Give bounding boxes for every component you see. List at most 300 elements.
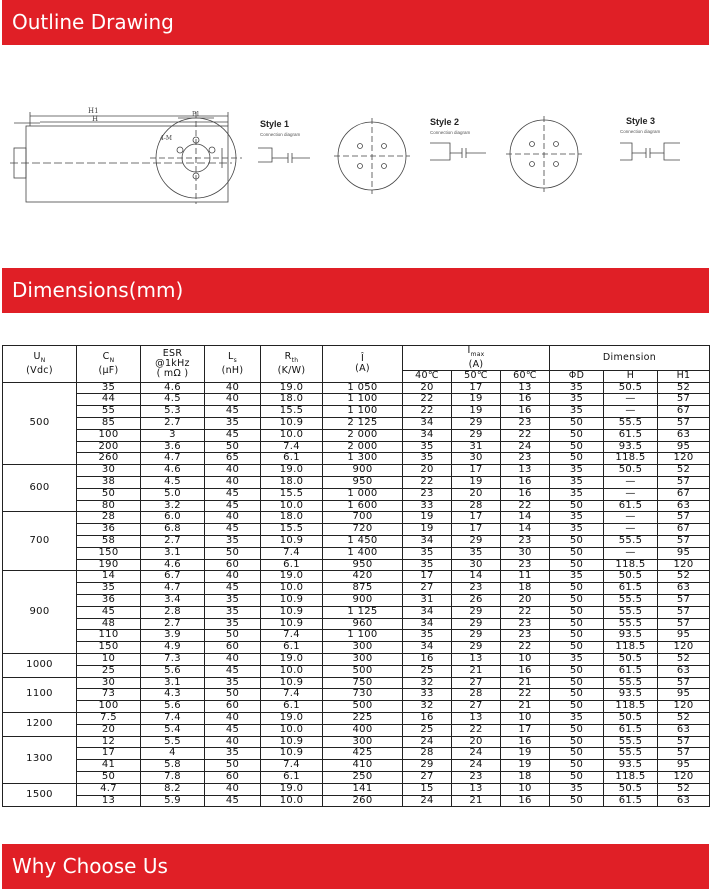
table-cell: 65 <box>205 453 261 465</box>
table-cell: 118.5 <box>604 559 658 571</box>
table-cell: 20 <box>452 736 501 748</box>
table-cell: 17 <box>501 724 550 736</box>
table-cell: 34 <box>403 536 452 548</box>
table-cell: 50 <box>550 630 604 642</box>
table-cell: 52 <box>658 654 710 666</box>
table-cell: 25 <box>77 665 141 677</box>
table-cell: 17 <box>403 571 452 583</box>
table-cell: 3.1 <box>141 677 205 689</box>
table-cell: 22 <box>501 642 550 654</box>
table-cell: 10.9 <box>261 595 323 607</box>
table-cell: 57 <box>658 394 710 406</box>
table-cell: 35 <box>205 677 261 689</box>
table-cell: 35 <box>550 488 604 500</box>
table-cell: 50 <box>550 500 604 512</box>
table-cell: 7.4 <box>261 760 323 772</box>
table-cell: 15 <box>403 783 452 795</box>
table-row <box>3 477 710 489</box>
table-cell: 14 <box>452 571 501 583</box>
table-cell: 50 <box>205 760 261 772</box>
table-cell: 50 <box>205 630 261 642</box>
table-cell: 50 <box>205 547 261 559</box>
table-cell: 750 <box>323 677 403 689</box>
table-cell: 52 <box>658 465 710 477</box>
table-row <box>3 453 710 465</box>
style1-conn-label: Connection diagram <box>260 132 301 137</box>
table-cell: 35 <box>403 547 452 559</box>
table-cell: 67 <box>658 524 710 536</box>
table-cell: 4.6 <box>141 382 205 394</box>
table-cell: 29 <box>403 760 452 772</box>
table-cell: 35 <box>77 583 141 595</box>
table-cell: 22 <box>501 606 550 618</box>
table-row <box>3 665 710 677</box>
table-cell: 100 <box>77 429 141 441</box>
table-row <box>3 441 710 453</box>
table-cell: 36 <box>77 524 141 536</box>
table-cell: 50 <box>205 441 261 453</box>
table-row <box>3 465 710 477</box>
table-cell: 28 <box>403 748 452 760</box>
table-cell: 28 <box>452 500 501 512</box>
table-cell: 95 <box>658 689 710 701</box>
side-view-drawing <box>10 112 232 202</box>
table-cell: 35 <box>403 630 452 642</box>
table-cell: 21 <box>452 665 501 677</box>
table-cell: 6.0 <box>141 512 205 524</box>
table-cell: 1 400 <box>323 547 403 559</box>
style1-connection-diagram <box>258 148 310 163</box>
table-cell: 23 <box>501 630 550 642</box>
table-cell: 5.0 <box>141 488 205 500</box>
header-t50: 50℃ <box>452 370 501 382</box>
table-row <box>3 689 710 701</box>
table-cell: 150 <box>77 547 141 559</box>
table-row <box>3 606 710 618</box>
style3-conn-label: Connection diagram <box>620 129 661 134</box>
table-cell: 34 <box>403 642 452 654</box>
table-cell: 45 <box>205 500 261 512</box>
table-cell: 67 <box>658 406 710 418</box>
table-cell: 19 <box>452 477 501 489</box>
table-cell: 24 <box>452 748 501 760</box>
table-cell: 55.5 <box>604 418 658 430</box>
table-cell: 31 <box>452 441 501 453</box>
table-cell: 110 <box>77 630 141 642</box>
table-cell: 16 <box>501 665 550 677</box>
table-row <box>3 394 710 406</box>
table-cell: 95 <box>658 760 710 772</box>
table-cell: 50 <box>550 642 604 654</box>
table-cell: 93.5 <box>604 441 658 453</box>
table-cell: 23 <box>452 771 501 783</box>
voltage-group-cell: 900 <box>3 571 77 654</box>
table-cell: 45 <box>205 488 261 500</box>
table-cell: 500 <box>323 665 403 677</box>
dim-4m-label: 4-M <box>160 135 172 142</box>
table-cell: 33 <box>403 500 452 512</box>
table-cell: 2.7 <box>141 618 205 630</box>
dim-h-label: H <box>92 115 99 123</box>
table-cell: 50.5 <box>604 654 658 666</box>
table-cell: 27 <box>403 583 452 595</box>
table-cell: 3.2 <box>141 500 205 512</box>
table-row <box>3 783 710 795</box>
table-cell: 63 <box>658 583 710 595</box>
header-ls: $L_s$ (nH) <box>205 346 261 383</box>
table-cell: 950 <box>323 477 403 489</box>
table-cell: 16 <box>501 477 550 489</box>
table-cell: 24 <box>452 760 501 772</box>
table-cell: 13 <box>77 795 141 807</box>
table-row <box>3 654 710 666</box>
table-cell: 14 <box>501 524 550 536</box>
table-cell: 7.3 <box>141 654 205 666</box>
table-cell: 10.0 <box>261 724 323 736</box>
table-cell: 58 <box>77 536 141 548</box>
table-cell: 50 <box>550 595 604 607</box>
table-cell: 57 <box>658 618 710 630</box>
table-cell: 61.5 <box>604 795 658 807</box>
table-row <box>3 524 710 536</box>
table-cell: 18.0 <box>261 477 323 489</box>
table-cell: 12 <box>77 736 141 748</box>
table-cell: 40 <box>205 477 261 489</box>
table-cell: 13 <box>501 382 550 394</box>
table-cell: 50 <box>550 665 604 677</box>
table-cell: 10.9 <box>261 748 323 760</box>
table-cell: 10.0 <box>261 583 323 595</box>
why-choose-us-header: Why Choose Us <box>2 844 709 889</box>
table-cell: 27 <box>452 701 501 713</box>
table-cell: 23 <box>501 559 550 571</box>
table-cell: 60 <box>205 642 261 654</box>
dimensions-table <box>2 345 710 807</box>
style3-label: Style 3 <box>626 116 656 126</box>
table-cell: 45 <box>77 606 141 618</box>
outline-drawing-header: Outline Drawing <box>2 0 709 45</box>
table-cell: 61.5 <box>604 429 658 441</box>
table-cell: 24 <box>501 441 550 453</box>
table-row <box>3 642 710 654</box>
table-cell: 30 <box>452 453 501 465</box>
table-cell: 15.5 <box>261 524 323 536</box>
table-cell: 23 <box>403 488 452 500</box>
table-cell: 40 <box>205 465 261 477</box>
table-cell: 52 <box>658 783 710 795</box>
table-cell: 33 <box>403 689 452 701</box>
table-cell: 14 <box>77 571 141 583</box>
table-cell: 4.9 <box>141 642 205 654</box>
table-cell: 26 <box>452 595 501 607</box>
table-cell: 35 <box>550 654 604 666</box>
table-cell: 10.9 <box>261 677 323 689</box>
table-cell: 63 <box>658 795 710 807</box>
table-cell: 730 <box>323 689 403 701</box>
table-cell: 57 <box>658 736 710 748</box>
table-cell: 6.8 <box>141 524 205 536</box>
table-row <box>3 406 710 418</box>
table-cell: 120 <box>658 559 710 571</box>
voltage-group-cell: 1200 <box>3 713 77 737</box>
table-cell: 5.8 <box>141 760 205 772</box>
table-cell: 23 <box>501 536 550 548</box>
table-row <box>3 701 710 713</box>
table-cell: 63 <box>658 665 710 677</box>
style2-top-view <box>506 116 582 192</box>
header-esr: ESR @1kHz ( mΩ ) <box>141 346 205 383</box>
voltage-group-cell: 1100 <box>3 677 77 712</box>
table-cell: 31 <box>403 595 452 607</box>
table-cell: 7.4 <box>261 441 323 453</box>
table-cell: 93.5 <box>604 760 658 772</box>
table-cell: 120 <box>658 453 710 465</box>
table-cell: 23 <box>501 453 550 465</box>
table-cell: 40 <box>205 512 261 524</box>
table-cell: 95 <box>658 547 710 559</box>
table-row <box>3 630 710 642</box>
table-cell: 34 <box>403 418 452 430</box>
table-cell: 40 <box>205 394 261 406</box>
table-cell: 34 <box>403 606 452 618</box>
table-cell: 3.1 <box>141 547 205 559</box>
table-cell: 400 <box>323 724 403 736</box>
table-cell: 16 <box>501 736 550 748</box>
table-cell: 40 <box>205 736 261 748</box>
table-cell: — <box>604 547 658 559</box>
table-cell: 3 <box>141 429 205 441</box>
table-cell: 16 <box>501 488 550 500</box>
table-cell: 18.0 <box>261 394 323 406</box>
table-cell: 300 <box>323 642 403 654</box>
table-cell: 35 <box>550 394 604 406</box>
table-cell: 10.9 <box>261 606 323 618</box>
table-cell: 7.4 <box>141 713 205 725</box>
table-cell: 63 <box>658 724 710 736</box>
table-cell: 35 <box>550 382 604 394</box>
table-cell: 45 <box>205 795 261 807</box>
table-cell: 35 <box>550 477 604 489</box>
style2-label: Style 2 <box>430 117 460 127</box>
table-cell: 60 <box>205 559 261 571</box>
table-cell: 50 <box>550 536 604 548</box>
table-cell: 41 <box>77 760 141 772</box>
table-cell: 95 <box>658 630 710 642</box>
table-cell: 30 <box>77 465 141 477</box>
table-cell: 23 <box>452 583 501 595</box>
table-cell: 50 <box>550 606 604 618</box>
table-cell: 3.9 <box>141 630 205 642</box>
header-h: H <box>604 370 658 382</box>
table-cell: 1 125 <box>323 606 403 618</box>
table-row <box>3 536 710 548</box>
table-row <box>3 571 710 583</box>
table-cell: 100 <box>77 701 141 713</box>
table-cell: — <box>604 488 658 500</box>
table-cell: 6.1 <box>261 642 323 654</box>
table-cell: 10.9 <box>261 736 323 748</box>
table-cell: 29 <box>452 606 501 618</box>
table-cell: 50.5 <box>604 713 658 725</box>
table-cell: 19.0 <box>261 465 323 477</box>
table-cell: 19.0 <box>261 382 323 394</box>
table-cell: 21 <box>501 701 550 713</box>
table-cell: 1 100 <box>323 630 403 642</box>
table-cell: 50 <box>550 771 604 783</box>
table-cell: 35 <box>550 571 604 583</box>
dim-p1-label: P1 <box>192 111 200 118</box>
header-cn: $C_N$ (μF) <box>77 346 141 383</box>
table-cell: 16 <box>501 406 550 418</box>
table-cell: 6.1 <box>261 453 323 465</box>
table-cell: 20 <box>452 488 501 500</box>
table-cell: 20 <box>403 382 452 394</box>
table-cell: 10 <box>501 654 550 666</box>
table-cell: 85 <box>77 418 141 430</box>
table-cell: 300 <box>323 736 403 748</box>
table-cell: 22 <box>501 689 550 701</box>
table-cell: 3.6 <box>141 441 205 453</box>
table-cell: 52 <box>658 713 710 725</box>
table-cell: 20 <box>403 465 452 477</box>
voltage-group-cell: 600 <box>3 465 77 512</box>
table-cell: 35 <box>550 783 604 795</box>
table-cell: 7.4 <box>261 689 323 701</box>
table-cell: 35 <box>205 606 261 618</box>
table-cell: 22 <box>403 406 452 418</box>
header-h1: H1 <box>658 370 710 382</box>
table-cell: 5.6 <box>141 701 205 713</box>
table-cell: 22 <box>403 394 452 406</box>
table-cell: 40 <box>205 571 261 583</box>
table-cell: 120 <box>658 701 710 713</box>
table-cell: 190 <box>77 559 141 571</box>
table-cell: 10.0 <box>261 429 323 441</box>
header-imax: $I_{max}$ (A) <box>403 346 550 371</box>
table-row <box>3 795 710 807</box>
table-cell: 50 <box>550 429 604 441</box>
table-cell: 30 <box>501 547 550 559</box>
table-row <box>3 618 710 630</box>
table-cell: 15.5 <box>261 488 323 500</box>
table-cell: 93.5 <box>604 630 658 642</box>
table-cell: 50 <box>550 559 604 571</box>
table-cell: 20 <box>77 724 141 736</box>
table-cell: — <box>604 477 658 489</box>
table-cell: 29 <box>452 630 501 642</box>
table-row <box>3 429 710 441</box>
table-cell: 900 <box>323 465 403 477</box>
table-cell: 29 <box>452 429 501 441</box>
table-cell: 63 <box>658 500 710 512</box>
table-cell: 95 <box>658 441 710 453</box>
table-cell: 19.0 <box>261 571 323 583</box>
table-cell: 10 <box>501 713 550 725</box>
header-ipk: Î (A) <box>323 346 403 383</box>
table-cell: 4.7 <box>77 783 141 795</box>
table-row <box>3 488 710 500</box>
table-cell: 200 <box>77 441 141 453</box>
table-row <box>3 713 710 725</box>
style3-connection-diagram <box>620 143 680 160</box>
table-row <box>3 748 710 760</box>
table-cell: 61.5 <box>604 665 658 677</box>
table-cell: 55.5 <box>604 606 658 618</box>
table-cell: 19 <box>452 406 501 418</box>
style2-connection-diagram <box>430 143 486 160</box>
table-cell: 2 125 <box>323 418 403 430</box>
table-cell: 1 600 <box>323 500 403 512</box>
table-cell: 57 <box>658 536 710 548</box>
table-row <box>3 736 710 748</box>
table-cell: 55.5 <box>604 748 658 760</box>
table-cell: 63 <box>658 429 710 441</box>
table-cell: 21 <box>501 677 550 689</box>
table-cell: 45 <box>205 724 261 736</box>
voltage-group-cell: 1300 <box>3 736 77 783</box>
table-cell: 29 <box>452 536 501 548</box>
table-cell: 10 <box>77 654 141 666</box>
table-cell: 300 <box>323 654 403 666</box>
table-row <box>3 595 710 607</box>
table-cell: 6.1 <box>261 701 323 713</box>
table-cell: 19 <box>403 512 452 524</box>
table-cell: 118.5 <box>604 453 658 465</box>
table-cell: 4.6 <box>141 465 205 477</box>
table-cell: 6.7 <box>141 571 205 583</box>
table-cell: 141 <box>323 783 403 795</box>
table-row <box>3 760 710 772</box>
table-cell: 52 <box>658 382 710 394</box>
table-cell: 29 <box>452 642 501 654</box>
table-cell: 61.5 <box>604 724 658 736</box>
table-cell: 50 <box>550 795 604 807</box>
table-cell: 34 <box>403 618 452 630</box>
table-cell: 50 <box>550 418 604 430</box>
table-cell: 27 <box>403 771 452 783</box>
table-cell: 29 <box>452 618 501 630</box>
table-cell: 19 <box>403 524 452 536</box>
table-cell: 7.8 <box>141 771 205 783</box>
table-cell: 30 <box>452 559 501 571</box>
table-cell: 11 <box>501 571 550 583</box>
table-cell: 50 <box>550 748 604 760</box>
table-cell: 260 <box>323 795 403 807</box>
table-cell: 50 <box>550 583 604 595</box>
table-cell: 35 <box>205 536 261 548</box>
voltage-group-cell: 1500 <box>3 783 77 807</box>
table-cell: 2.7 <box>141 418 205 430</box>
table-cell: 28 <box>452 689 501 701</box>
outline-drawing <box>0 90 711 220</box>
table-cell: 40 <box>205 382 261 394</box>
table-row <box>3 559 710 571</box>
table-cell: 55 <box>77 406 141 418</box>
table-cell: 55.5 <box>604 618 658 630</box>
table-cell: 45 <box>205 406 261 418</box>
table-cell: 35 <box>205 595 261 607</box>
table-cell: 7.5 <box>77 713 141 725</box>
header-dimension: Dimension <box>550 346 710 371</box>
table-cell: 10.0 <box>261 795 323 807</box>
table-cell: 5.6 <box>141 665 205 677</box>
table-cell: 55.5 <box>604 536 658 548</box>
table-cell: 45 <box>205 524 261 536</box>
table-cell: 32 <box>403 677 452 689</box>
table-cell: 45 <box>205 583 261 595</box>
table-cell: 4.3 <box>141 689 205 701</box>
table-cell: — <box>604 394 658 406</box>
